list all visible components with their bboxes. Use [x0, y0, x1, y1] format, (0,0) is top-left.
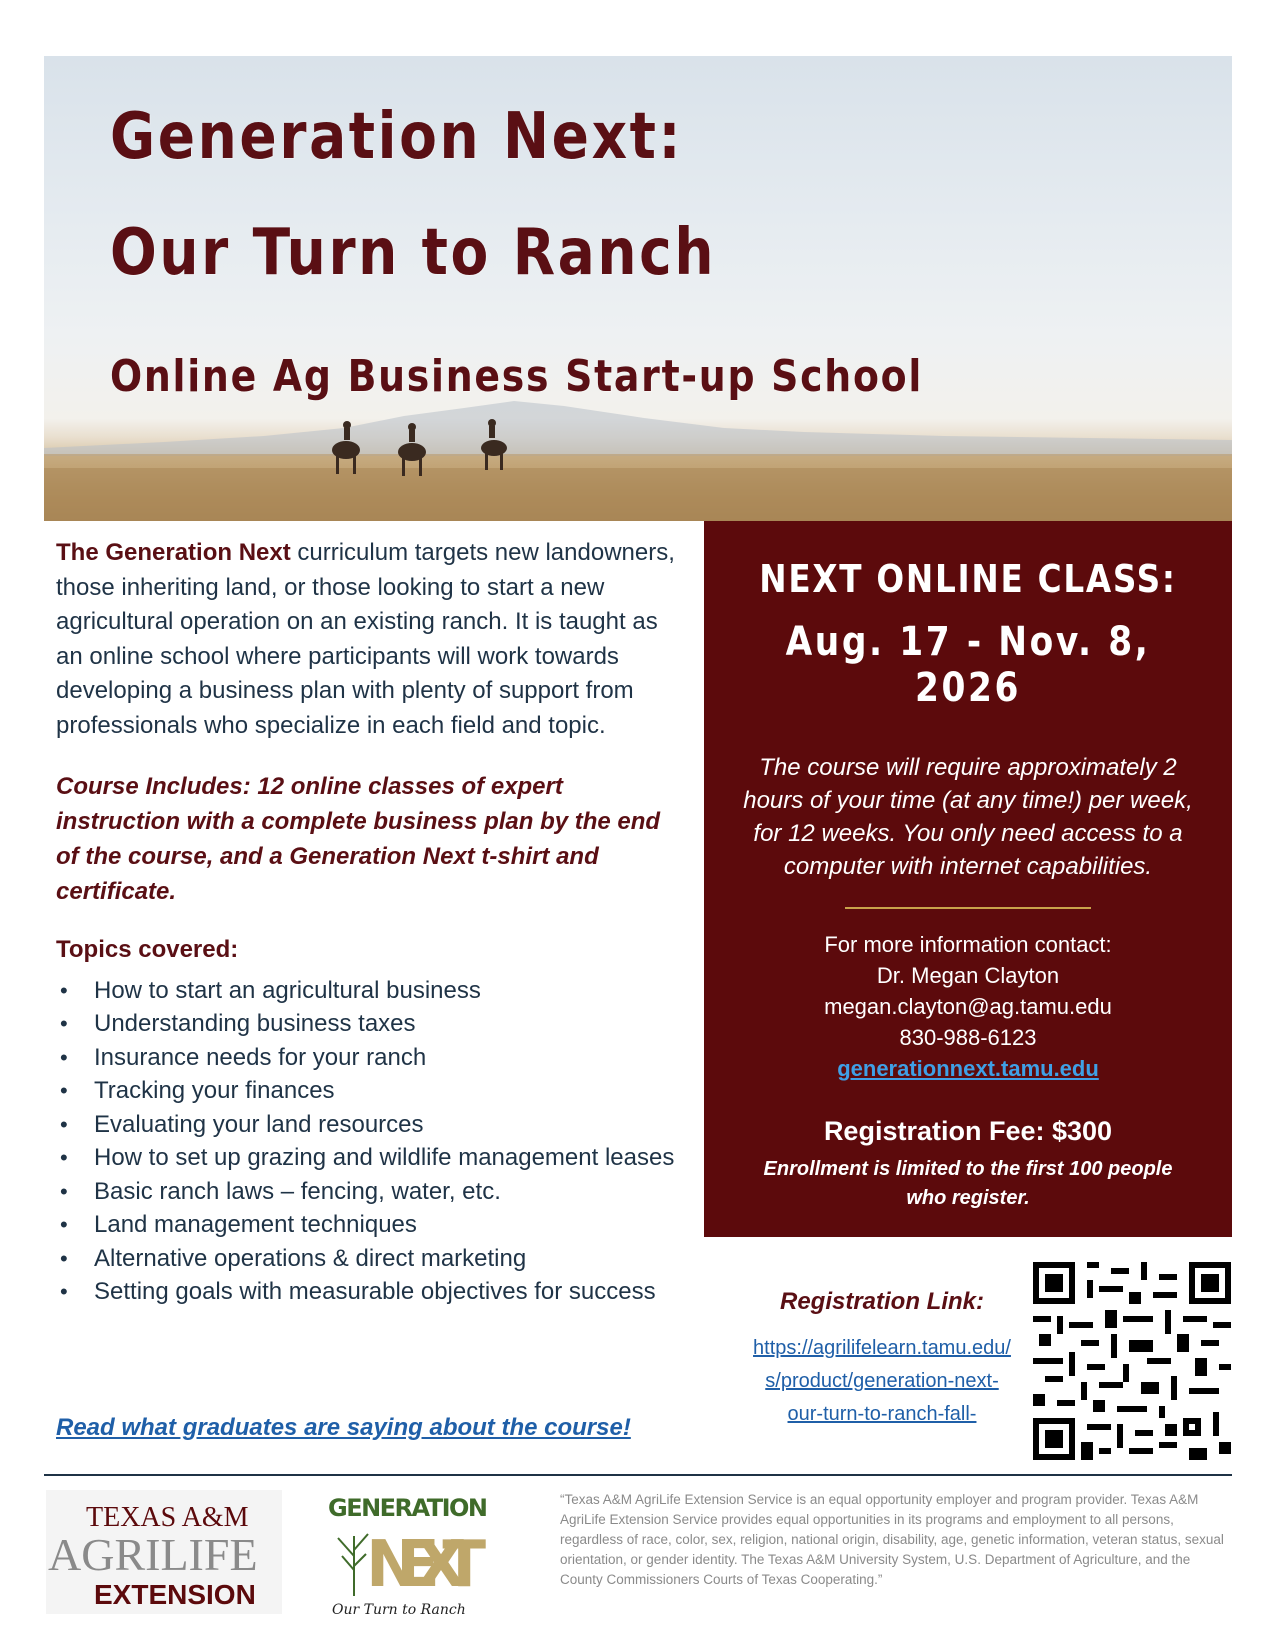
- topics-list: [56, 974, 676, 1309]
- list-item: • Alternative operations & direct marketing: [56, 1242, 676, 1276]
- intro-lead: The Generation Next: [56, 539, 291, 566]
- list-item: • Basic ranch laws – fencing, water, etc.: [56, 1175, 676, 1209]
- registration-heading: Registration Link:: [779, 1288, 984, 1315]
- website-link[interactable]: generationnext.tamu.edu: [837, 1056, 1099, 1081]
- contact-phone: 830-988-6123: [899, 1025, 1037, 1050]
- page-title-line-2: Our Turn to Ranch: [110, 216, 717, 290]
- list-item: • How to set up grazing and wildlife management leases: [56, 1141, 676, 1175]
- list-item: • Land management techniques: [56, 1208, 676, 1242]
- svg-text:EXTENSION: EXTENSION: [94, 1579, 256, 1610]
- registration-url-line[interactable]: our-turn-to-ranch-fall-: [787, 1403, 977, 1425]
- list-item: • Setting goals with measurable objectives for success: [56, 1275, 676, 1309]
- equal-opportunity-disclaimer: “Texas A&M AgriLife Extension Service is an equal opportunity employer and program provider. Texas A&M AgriLife Extension Service provides equal opportunities in its programs and employment to all persons, regardless of race, color, sex, religion, national origin, disability, age, genetic information, veteran status, sexual orientation, or gender identity. The Texas A&M University System, U.S. Department of Agriculture, and the County Commissioners Courts of Texas Cooperating.”: [560, 1492, 1224, 1587]
- divider: [845, 907, 1091, 909]
- intro-body: curriculum targets new landowners, those inheriting land, or those looking to start a new agricultural operation on an existing ranch. It is taught as an online school where participants will work towards developing a business plan with plenty of support from professionals who specialize in each field and topic.: [56, 539, 675, 739]
- contact-intro: For more information contact:: [824, 932, 1112, 957]
- agrilife-extension-logo: [46, 1490, 282, 1614]
- svg-text:GENERATION: GENERATION: [328, 1494, 488, 1522]
- svg-text:AGRILIFE: AGRILIFE: [48, 1529, 258, 1580]
- topics-heading: Topics covered:: [56, 936, 239, 963]
- next-class-heading: NEXT ONLINE CLASS:: [759, 557, 1177, 601]
- registration-fee: Registration Fee: $300: [823, 1116, 1113, 1146]
- registration-url-line[interactable]: https://agrilifelearn.tamu.edu/: [753, 1337, 1011, 1359]
- class-dates: Aug. 17 - Nov. 8, 2026: [785, 619, 1151, 711]
- class-info-panel: [704, 521, 1232, 1237]
- left-column: [56, 536, 676, 1309]
- list-item: • Evaluating your land resources: [56, 1108, 676, 1142]
- svg-text:TEXAS A&M: TEXAS A&M: [86, 1502, 249, 1533]
- page-subtitle: Online Ag Business Start-up School: [110, 351, 924, 402]
- course-includes: Course Includes: 12 online classes of expert instruction with a complete business plan by the end of the course, and a Generation Next t-shirt and certificate.: [56, 773, 661, 905]
- contact-block: [704, 929, 1232, 1084]
- registration-url-line[interactable]: s/product/generation-next-: [765, 1370, 999, 1392]
- contact-name: Dr. Megan Clayton: [876, 963, 1060, 988]
- page-title-line-1: Generation Next:: [110, 100, 684, 174]
- list-item: • Tracking your finances: [56, 1074, 676, 1108]
- list-item: • Understanding business taxes: [56, 1007, 676, 1041]
- course-description: The course will require approximately 2 hours of your time (at any time!) per week, for 12 weeks. You only need access to a computer with internet capabilities.: [743, 754, 1193, 880]
- svg-text:Our Turn to Ranch: Our Turn to Ranch: [332, 1602, 466, 1618]
- svg-text:NEXT: NEXT: [366, 1528, 486, 1602]
- list-item: • Insurance needs for your ranch: [56, 1041, 676, 1075]
- graduates-link[interactable]: Read what graduates are saying about the course!: [56, 1414, 631, 1441]
- intro-paragraph: [56, 536, 676, 743]
- footer-divider: [44, 1474, 1232, 1476]
- list-item: • How to start an agricultural business: [56, 974, 676, 1008]
- hero-banner: [44, 56, 1232, 521]
- generation-next-logo: [326, 1486, 492, 1622]
- qr-code-icon[interactable]: [1033, 1262, 1231, 1460]
- enrollment-limit: Enrollment is limited to the first 100 people who register.: [763, 1158, 1173, 1209]
- contact-email[interactable]: megan.clayton@ag.tamu.edu: [824, 994, 1112, 1019]
- registration-link[interactable]: [704, 1332, 1060, 1431]
